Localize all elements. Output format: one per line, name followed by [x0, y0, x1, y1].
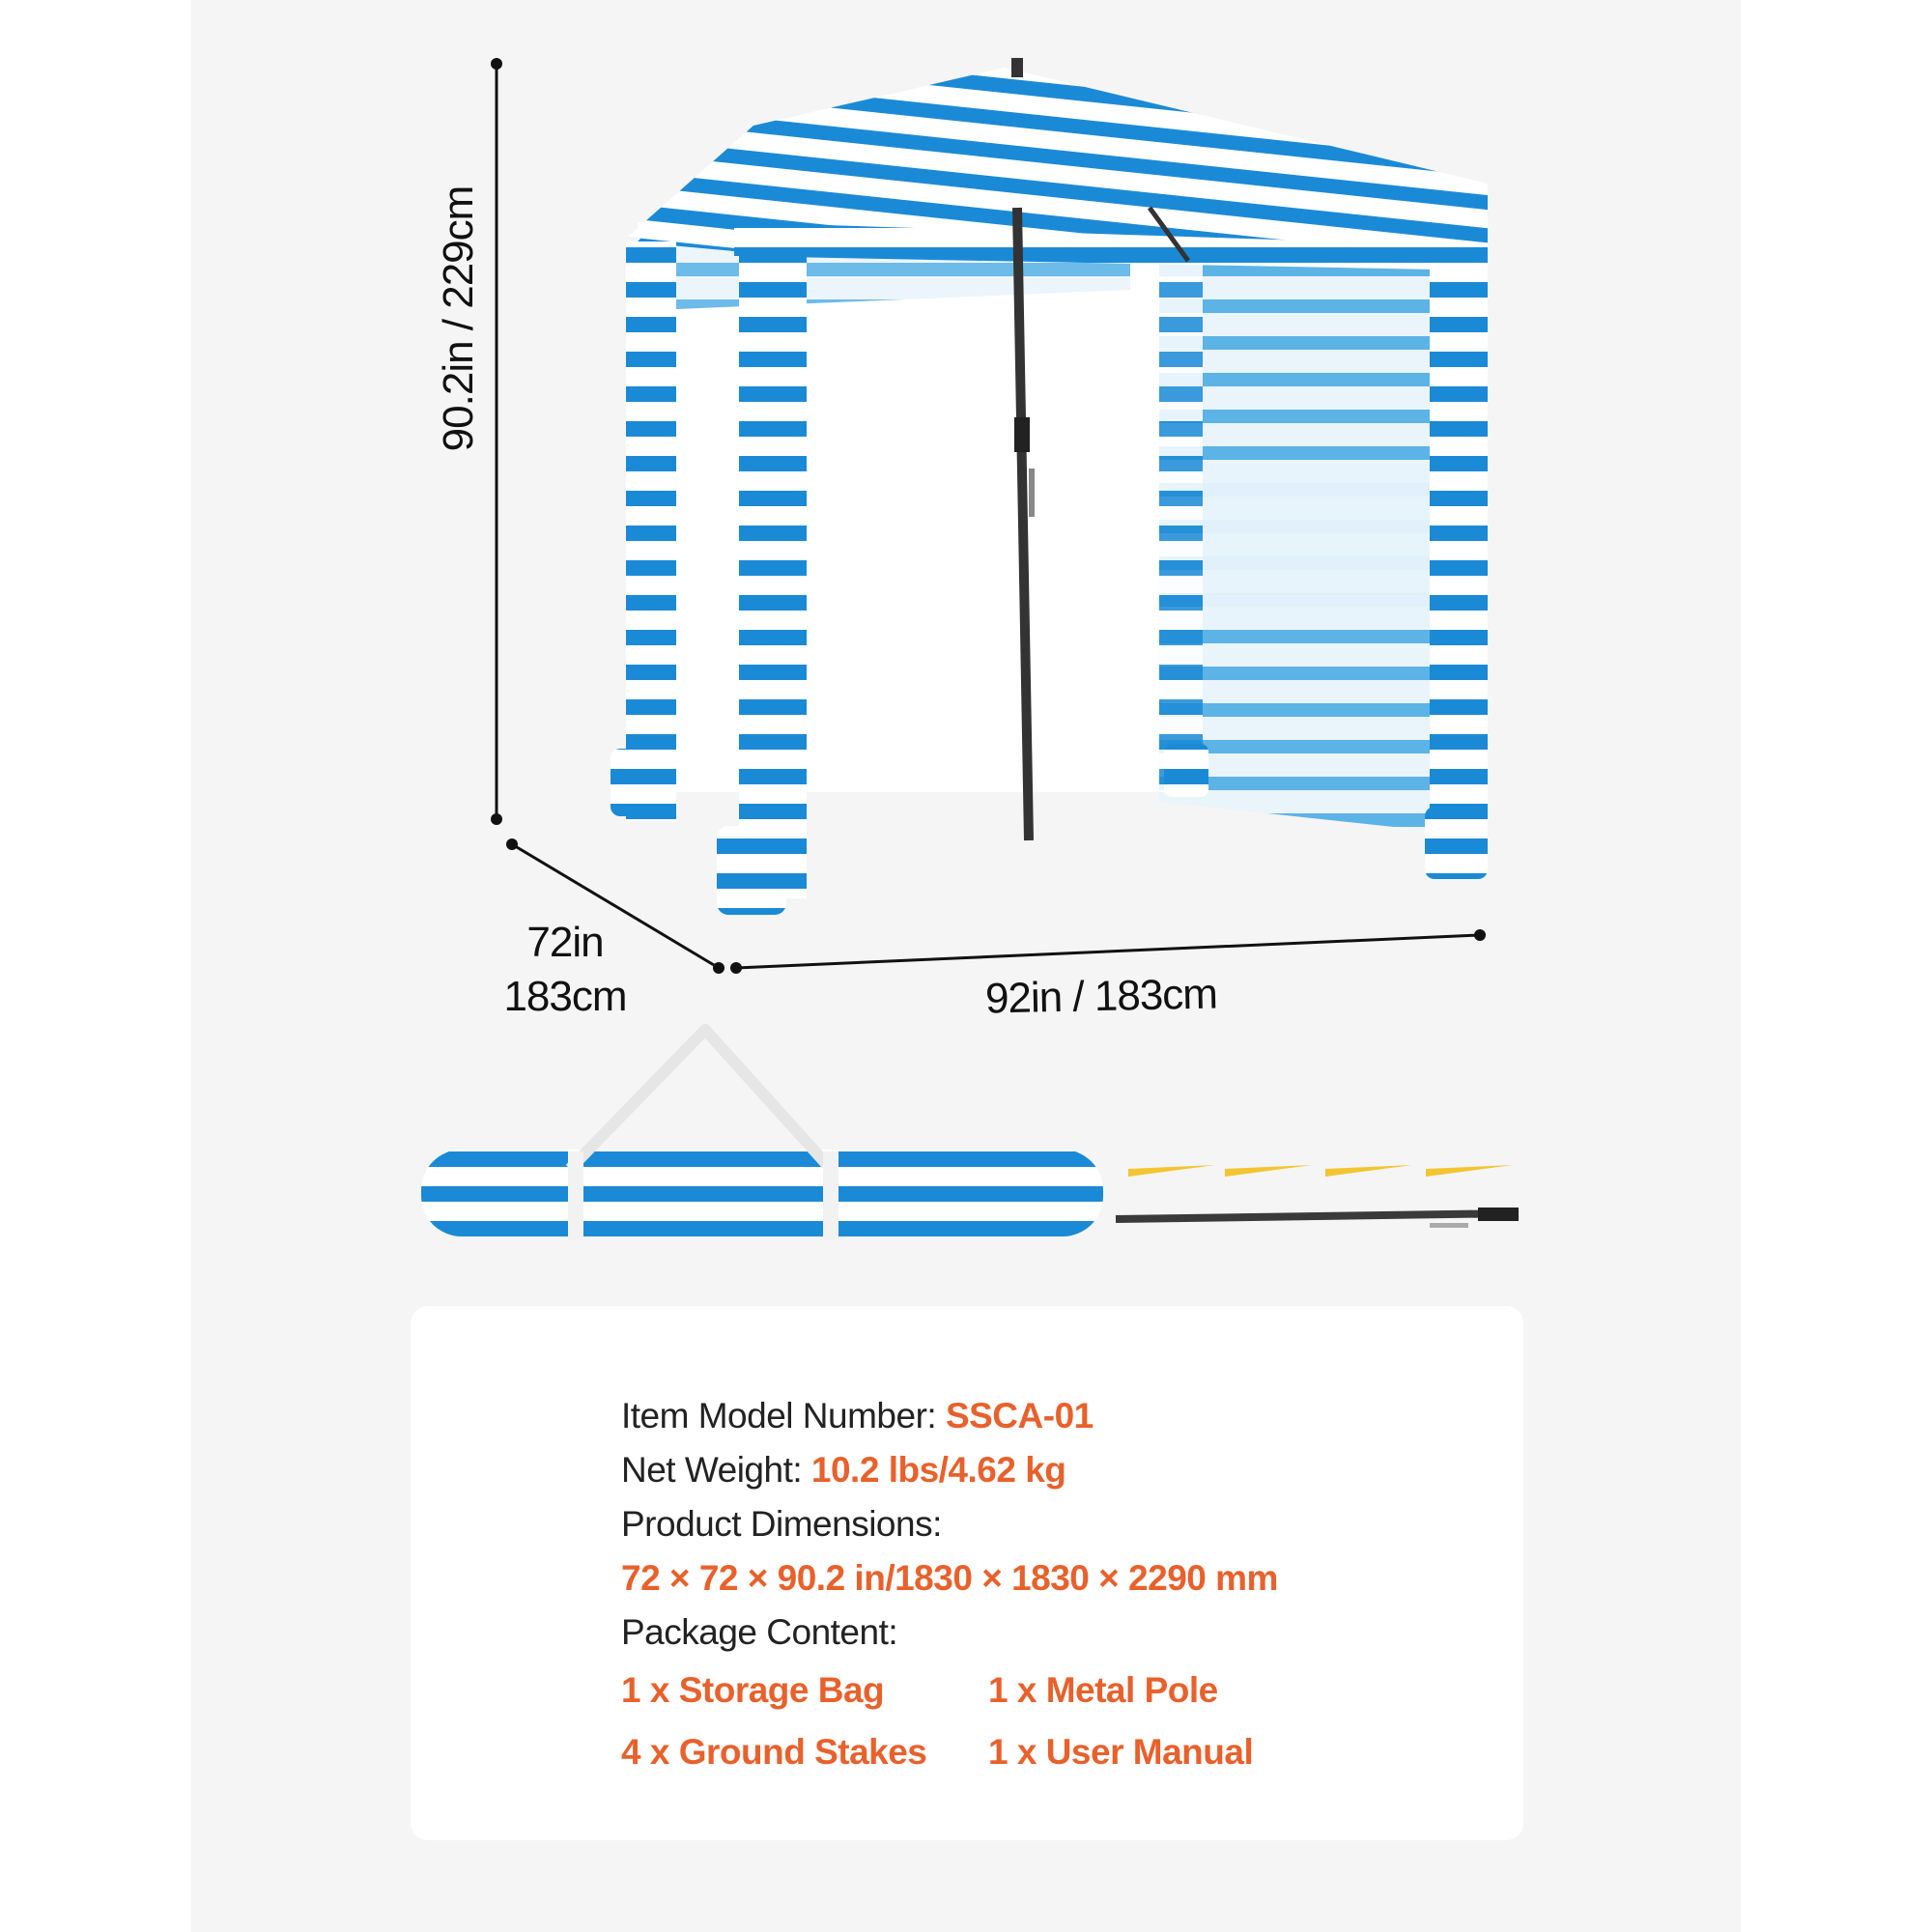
- height-label: 90.2in / 229cm: [435, 185, 482, 452]
- package-item: 4 x Ground Stakes: [621, 1732, 927, 1772]
- package-item: 1 x Storage Bag: [621, 1670, 885, 1710]
- metal-pole-illustration: [1116, 1208, 1519, 1228]
- dimensions-label: Product Dimensions:: [621, 1504, 942, 1544]
- storage-bag-illustration: [421, 1030, 1103, 1240]
- spec-card: [411, 1306, 1523, 1840]
- cabana-illustration: [611, 58, 1488, 915]
- depth-label: [502, 916, 628, 1024]
- package-item: 1 x Metal Pole: [988, 1670, 1218, 1710]
- spec-list: [621, 1389, 1297, 1779]
- depth-label-in: 72in: [526, 919, 604, 966]
- weight-row: [621, 1443, 1297, 1497]
- weight-label: Net Weight:: [621, 1450, 811, 1490]
- weight-value: 10.2 lbs/4.62 kg: [810, 1450, 1066, 1490]
- package-label: Package Content:: [621, 1612, 898, 1652]
- width-label: 92in / 183cm: [984, 970, 1218, 1023]
- model-value: SSCA-01: [945, 1396, 1094, 1435]
- depth-label-cm: 183cm: [503, 973, 627, 1020]
- height-dimension-line: [491, 58, 502, 825]
- model-row: [621, 1389, 1297, 1443]
- package-item: 1 x User Manual: [988, 1732, 1254, 1772]
- model-label: Item Model Number:: [621, 1396, 946, 1435]
- package-items: [621, 1663, 1297, 1779]
- dimensions-value: 72 × 72 × 90.2 in/1830 × 1830 × 2290 mm: [621, 1558, 1278, 1598]
- ground-stakes-illustration: [1128, 1165, 1513, 1177]
- width-dimension-line: [730, 929, 1486, 974]
